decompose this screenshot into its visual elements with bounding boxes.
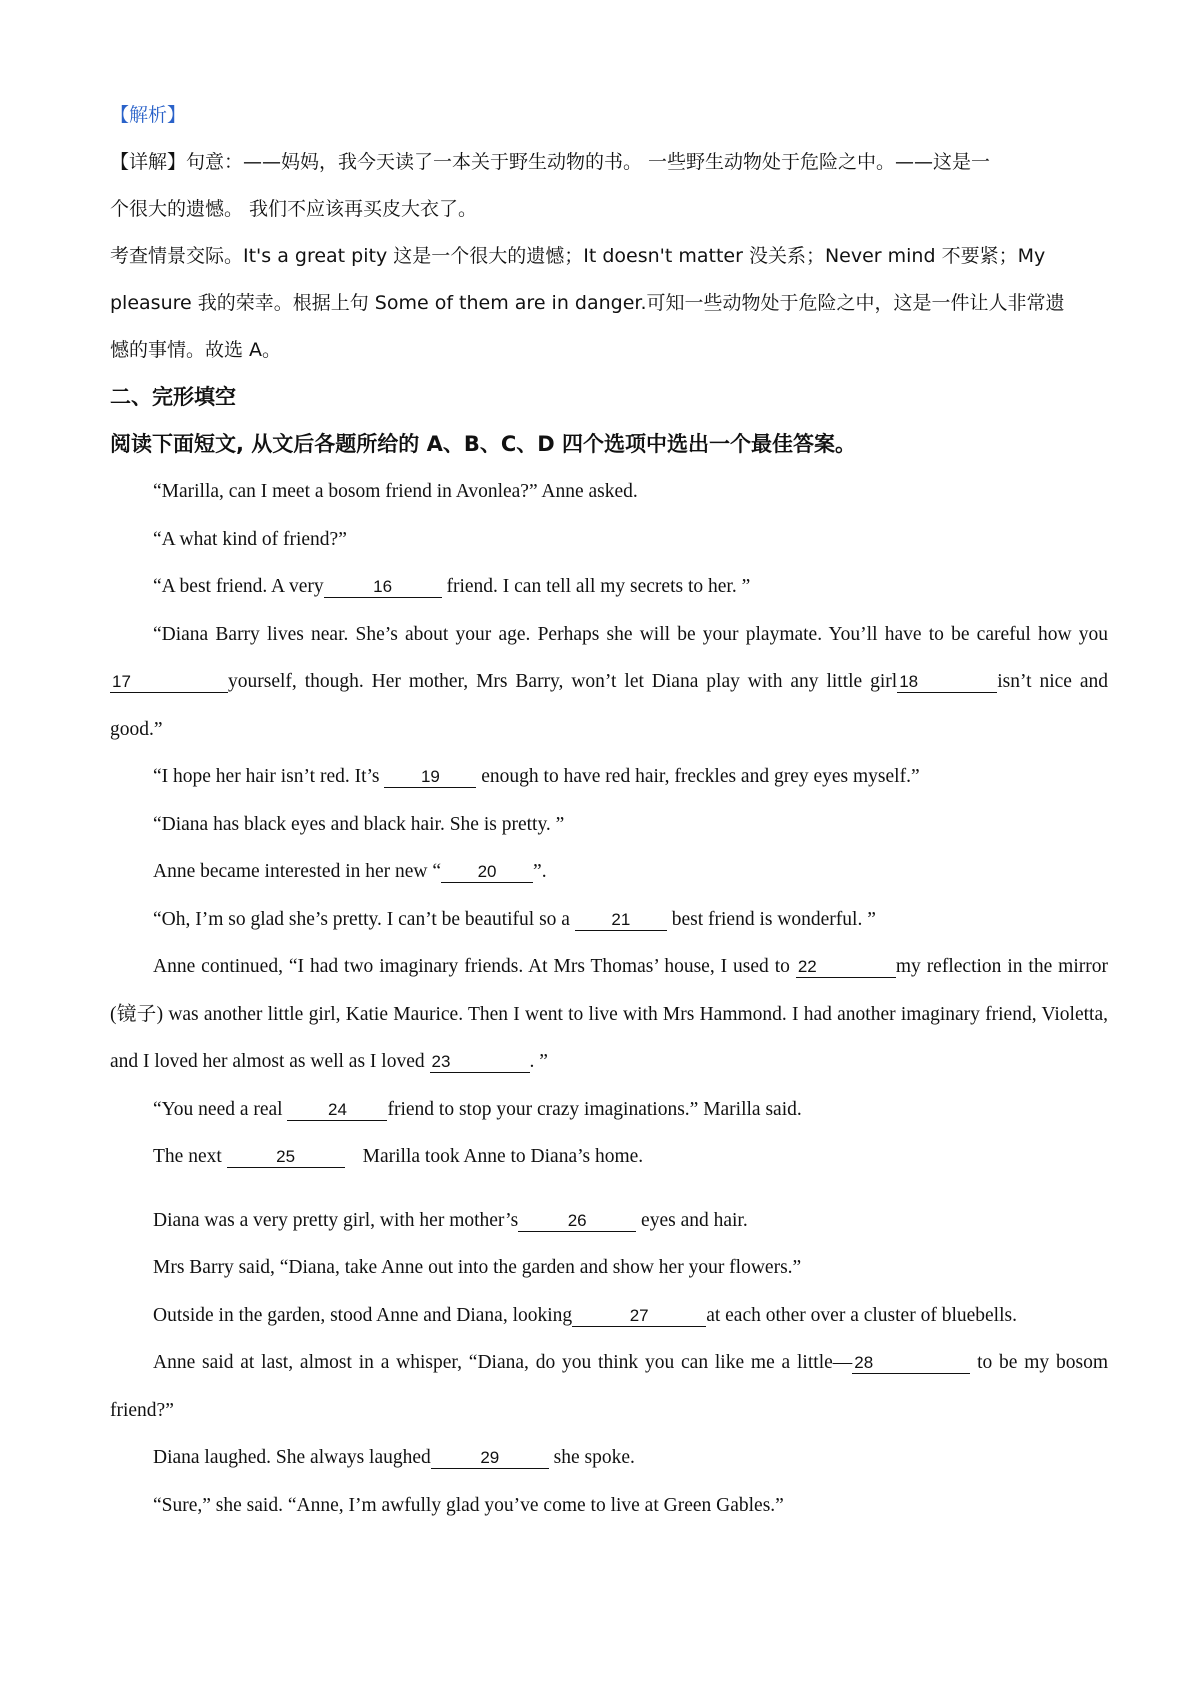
blank-23: 23 [430, 1052, 530, 1073]
section-instruction: 阅读下面短文, 从文后各题所给的 A、B、C、D 四个选项中选出一个最佳答案。 [110, 432, 857, 456]
passage-text: Diana laughed. She always laughed [153, 1447, 431, 1468]
passage-paragraph [110, 611, 1108, 754]
passage-text: isn’t nice and good.” [110, 671, 1108, 740]
passage-text: “Oh, I’m so glad she’s pretty. I can’t be beautiful so a [153, 908, 575, 930]
blank-29: 29 [431, 1448, 549, 1469]
passage-paragraph: “Diana has black eyes and black hair. She is pretty. ” [153, 813, 565, 835]
passage-text: Outside in the garden, stood Anne and Diana, looking [153, 1304, 573, 1326]
analysis-detail-line-2: 个很大的遗憾。 我们不应该再买皮大衣了。 [110, 198, 478, 220]
passage-text: yourself, though. Her mother, Mrs Barry, won’t let Diana play with any little girl [228, 671, 898, 692]
passage-text: eyes and hair. [636, 1209, 748, 1231]
blank-25: 25 [227, 1147, 345, 1168]
blank-18: 18 [897, 672, 997, 693]
blank-19: 19 [384, 767, 476, 788]
passage-paragraph [110, 563, 1108, 611]
passage-paragraph [110, 943, 1108, 1086]
passage-text: “A best friend. A very [153, 576, 324, 597]
analysis-explain-line-3: 憾的事情。故选 A。 [110, 339, 282, 361]
passage-paragraph [110, 753, 1108, 801]
passage-text: Diana was a very pretty girl, with her mother’s [153, 1209, 519, 1231]
passage-paragraph: Mrs Barry said, “Diana, take Anne out into the garden and show her your flowers.” [153, 1257, 802, 1278]
passage-paragraph [110, 1197, 1108, 1245]
analysis-explain-line-2: pleasure 我的荣幸。根据上句 Some of them are in danger.可知一些动物处于危险之中，这是一件让人非常遗 [110, 292, 1065, 314]
passage-text: “I hope her hair isn’t red. It’s [153, 766, 385, 787]
passage-paragraph [110, 1434, 1108, 1482]
passage-text: at each other over a cluster of bluebells. [706, 1304, 1017, 1326]
passage-text: “Diana Barry lives near. She’s about your age. Perhaps she will be your playmate. You’ll have to be careful how you [153, 623, 1108, 645]
blank-17: 17 [110, 672, 228, 693]
passage-text: to be my bosom friend?” [110, 1352, 1108, 1421]
passage-text: Anne said at last, almost in a whisper, “Diana, do you think you can like me a little— [153, 1352, 853, 1373]
blank-21: 21 [575, 910, 667, 931]
passage-text: “You need a real [153, 1098, 288, 1120]
section-title: 二、完形填空 [110, 385, 236, 409]
blank-26: 26 [518, 1211, 636, 1232]
passage-paragraph [110, 848, 1108, 896]
analysis-explain-line-1: 考查情景交际。It's a great pity 这是一个很大的遗憾；It doesn't matter 没关系；Never mind 不要紧；My [110, 245, 1046, 267]
passage-paragraph [110, 896, 1108, 944]
blank-22: 22 [796, 957, 896, 978]
passage-paragraph [110, 1133, 1108, 1181]
passage-text: she spoke. [548, 1447, 635, 1468]
passage-paragraph: “A what kind of friend?” [153, 528, 347, 550]
passage-text: Anne became interested in her new “ [153, 861, 442, 882]
analysis-heading: 【解析】 [110, 104, 187, 126]
blank-16: 16 [324, 577, 442, 598]
passage-text: The next [153, 1146, 227, 1167]
passage-paragraph: “Marilla, can I meet a bosom friend in Avonlea?” Anne asked. [153, 481, 638, 502]
passage-text: best friend is wonderful. ” [666, 908, 876, 930]
passage-text: . ” [529, 1051, 548, 1072]
passage-text: Marilla took Anne to Diana’s home. [362, 1146, 644, 1167]
blank-20: 20 [441, 862, 533, 883]
blank-24: 24 [287, 1100, 387, 1121]
passage-text: Anne continued, “I had two imaginary friends. At Mrs Thomas’ house, I used to [153, 956, 796, 977]
passage-paragraph: “Sure,” she said. “Anne, I’m awfully glad you’ve come to live at Green Gables.” [153, 1494, 784, 1516]
blank-28: 28 [852, 1353, 970, 1374]
passage-paragraph [110, 1086, 1108, 1134]
passage-text: friend to stop your crazy imaginations.” Marilla said. [387, 1098, 802, 1120]
analysis-detail-line-1: 【详解】句意：——妈妈，我今天读了一本关于野生动物的书。 一些野生动物处于危险之中。——这是一 [110, 151, 991, 173]
passage-text: enough to have red hair, freckles and grey eyes myself.” [476, 766, 920, 787]
passage-text: friend. I can tell all my secrets to her. ” [441, 576, 751, 597]
passage-text: my reflection in the mirror (镜子) was another little girl, Katie Maurice. Then I went to live with Mrs Hammond. I had another imaginary friend, Violetta, and I loved her almost as well as I loved [110, 956, 1109, 1072]
passage-paragraph [110, 1292, 1108, 1340]
passage-paragraph [110, 1339, 1108, 1434]
passage-text: ”. [533, 861, 547, 882]
cloze-passage [110, 468, 1108, 1529]
blank-27: 27 [572, 1306, 706, 1327]
